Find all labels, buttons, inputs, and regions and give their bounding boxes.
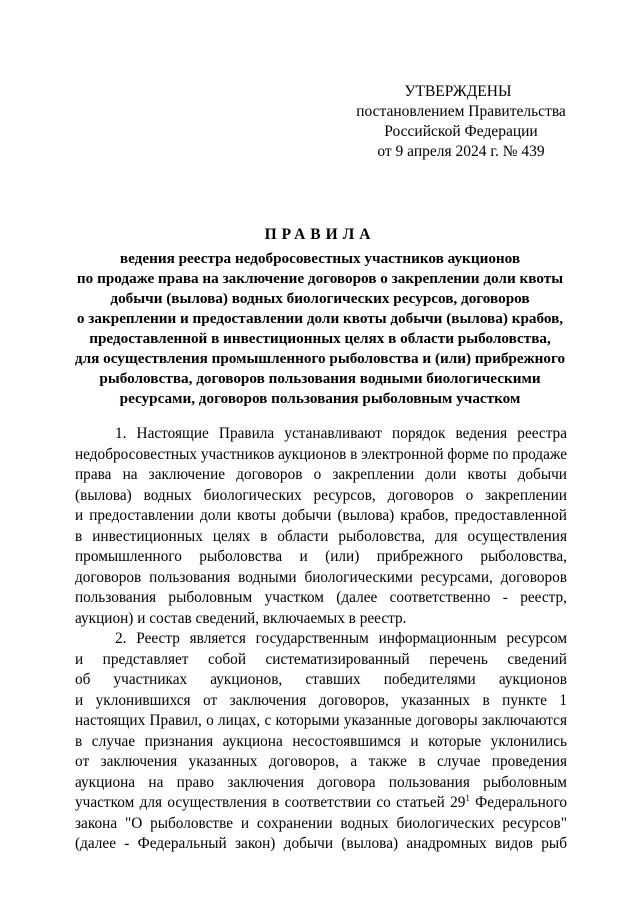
approval-heading: УТВЕРЖДЕНЫ xyxy=(404,83,512,100)
approval-line-3: от 9 апреля 2024 г. № 439 xyxy=(377,143,545,160)
subtitle-line: ресурсами, договоров пользования рыболовным участком xyxy=(119,390,521,407)
paragraph-line: промышленного рыболовства и (или) прибрежного рыболовства, xyxy=(75,548,567,565)
paragraph-1 xyxy=(75,424,567,629)
paragraph-line: и представляет собой систематизированный перечень сведений xyxy=(75,650,567,668)
subtitle-line: добычи (вылова) водных биологических ресурсов, договоров xyxy=(110,290,530,307)
subtitle-line: о закреплении и предоставлении доли квоты добычи (вылова) крабов, xyxy=(76,310,564,327)
paragraph-line: пользования рыболовным участком (далее соответственно - реестр, xyxy=(75,589,567,606)
approval-line-1: постановлением Правительства xyxy=(356,103,566,120)
paragraph-line: аукциона на право заключения договора пользования рыболовным xyxy=(75,773,567,791)
subtitle-line: по продаже права на заключение договоров о закреплении доли квоты xyxy=(76,270,564,287)
paragraph-line: недобросовестных участников аукционов в электронной форме по продаже xyxy=(75,445,568,463)
document-body xyxy=(75,424,567,855)
paragraph-line-with-footnote xyxy=(75,793,567,814)
paragraph-line: от заключения указанных договоров, а также в случае проведения xyxy=(75,753,567,770)
paragraph-line: аукцион) и состав сведений, включаемых в реестр. xyxy=(75,609,407,627)
paragraph-line: и уклонившихся от заключения договоров, указанных в пункте 1 xyxy=(75,691,567,709)
paragraph-line: в инвестиционных целях в области рыболовства, для осуществления xyxy=(75,527,567,545)
paragraph-line: (вылова) водных биологических ресурсов, договоров о закреплении xyxy=(75,486,567,504)
paragraph-line: права на заключение договоров о закреплении доли квоты добычи xyxy=(75,466,567,483)
subtitle-line: ведения реестра недобросовестных участников аукционов xyxy=(119,250,521,267)
paragraph-line: закона "О рыболовстве и сохранении водных биологических ресурсов" xyxy=(75,814,567,832)
paragraph-text: участком для осуществления в соответствии со статьей 29 xyxy=(75,794,466,811)
paragraph-text: Федерального xyxy=(469,794,567,811)
document-title: ПРАВИЛА xyxy=(264,226,376,243)
subtitle-line: предоставленной в инвестиционных целях в области рыболовства, xyxy=(89,330,551,347)
paragraph-line: 1. Настоящие Правила устанавливают порядок ведения реестра xyxy=(115,425,567,442)
paragraph-line: (далее - Федеральный закон) добычи (вылова) анадромных видов рыб xyxy=(75,835,567,852)
paragraph-line: договоров пользования водными биологическими ресурсами, договоров xyxy=(75,568,567,586)
paragraph-line: 2. Реестр является государственным информационным ресурсом xyxy=(115,630,567,647)
paragraph-line: в случае признания аукциона несостоявшимся и которые уклонились xyxy=(75,732,567,750)
approval-stamp xyxy=(330,82,592,162)
subtitle-line: рыболовства, договоров пользования водными биологическими xyxy=(99,370,541,387)
paragraph-line: и предоставлении доли квоты добычи (вылова) крабов, предоставленной xyxy=(75,507,567,524)
article-superscript: 1 xyxy=(465,793,470,803)
paragraph-2 xyxy=(75,629,567,855)
document-subtitle xyxy=(60,249,580,409)
paragraph-line: об участниках аукционов, ставших победителями аукционов xyxy=(75,671,567,688)
subtitle-line: для осуществления промышленного рыболовства и (или) прибрежного xyxy=(74,350,566,367)
approval-line-2: Российской Федерации xyxy=(384,123,538,140)
paragraph-line: настоящих Правил, о лицах, с которыми указанные договоры заключаются xyxy=(75,712,567,729)
